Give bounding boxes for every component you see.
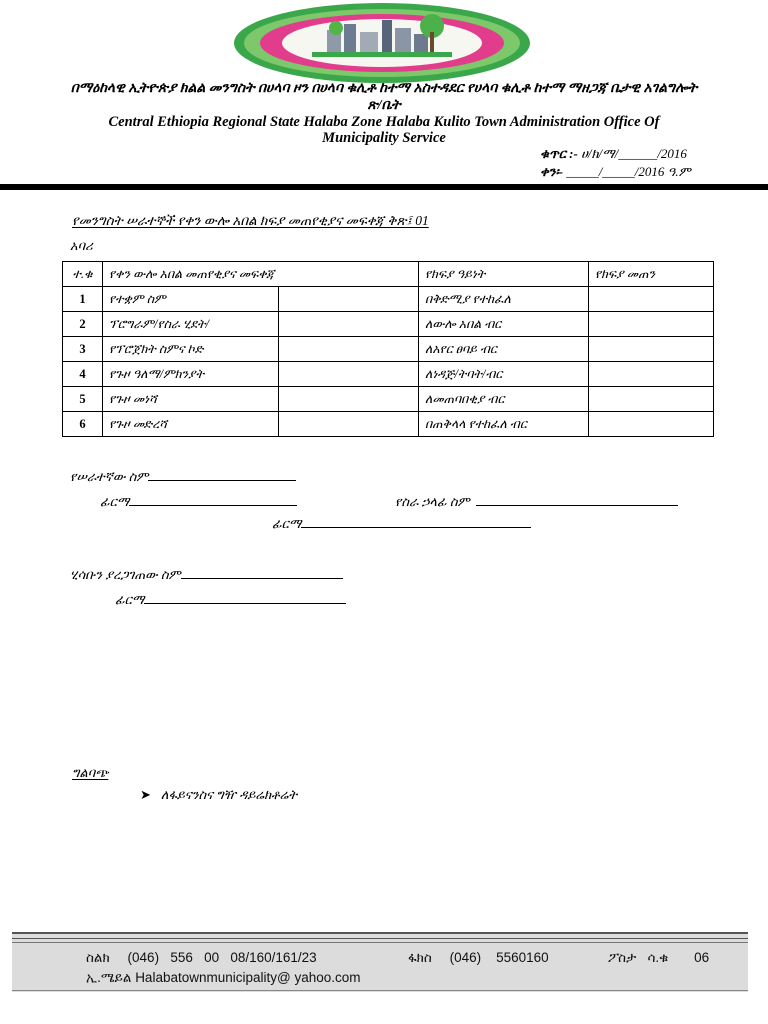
row-payment-type: ለውሎ አበል ብር (419, 312, 589, 337)
table-row (63, 312, 714, 337)
header-number: ተ.ቁ (63, 262, 103, 287)
row-payment-type: ለነዳጅ/ትባት/ብር (419, 362, 589, 387)
office-title-amharic-line2: ጽ/ቤት (367, 98, 401, 113)
row-amount-field[interactable] (589, 412, 714, 437)
fax-value: (046) 5560160 (449, 950, 549, 965)
fax-label: ፋክስ (408, 950, 432, 965)
row-amount-field[interactable] (589, 312, 714, 337)
office-title-english (60, 114, 708, 146)
row-value-field[interactable] (279, 412, 419, 437)
row-item: የፕሮጀክት ስምና ኮድ (103, 337, 279, 362)
supervisor-name-label: የስራ ኃላፊ ስም (395, 494, 470, 509)
verifier-name-label: ሂሳቡን ያረጋገጠው ስም (70, 567, 181, 582)
row-amount-field[interactable] (589, 387, 714, 412)
office-title-english-line2: Municipality Service (322, 130, 446, 146)
employee-name-row (70, 467, 296, 485)
email-value[interactable]: Halabatownmunicipality@ yahoo.com (135, 970, 361, 985)
employee-signature-row (100, 492, 297, 510)
row-value-field[interactable] (279, 287, 419, 312)
header-payment-amount: የክፍያ መጠን (589, 262, 714, 287)
row-payment-type: በቅድሚያ የተከፈለ (419, 287, 589, 312)
payment-request-table (62, 261, 714, 437)
row-number: 3 (63, 337, 103, 362)
row-number: 4 (63, 362, 103, 387)
supervisor-signature-line[interactable] (301, 514, 531, 528)
row-payment-type: ለአየር ፀባይ ብር (419, 337, 589, 362)
verifier-name-line[interactable] (181, 565, 343, 579)
supervisor-signature-label: ፊርማ (272, 516, 302, 531)
row-value-field[interactable] (279, 337, 419, 362)
row-item: የጉዞ ዓለማ/ምክንያት (103, 362, 279, 387)
section-label: አባሪ (70, 238, 93, 253)
footer-bottom-rule (12, 990, 748, 991)
employee-signature-label: ፊርማ (100, 494, 130, 509)
row-number: 5 (63, 387, 103, 412)
footer-fax (408, 950, 549, 966)
header-request: የቀን ውሎ አበል መጠየቂያና መፍቀጃ (103, 262, 419, 287)
arrow-bullet-icon: ➤ (140, 787, 151, 802)
footer-email (86, 970, 361, 986)
row-payment-type: በጠቅላላ የተከፈለ ብር (419, 412, 589, 437)
footer-pobox (608, 950, 709, 966)
date-value: _____/_____/2016 ዓ.ም (566, 164, 691, 179)
pobox-label: ፖስታ ሳ.ቁ (608, 950, 669, 965)
verifier-name-row (70, 565, 343, 583)
table-row (63, 287, 714, 312)
footer-rule (12, 932, 748, 934)
footer-phone (86, 950, 317, 966)
office-title-amharic-line1: በማዕከላዊ ኢትዮጵያ ክልል መንግስት በሀላባ ዞን በሀላባ ቁሊቶ ከተማ አስተዳደር የሀላባ ቁሊቶ ከተማ ማዘጋጃ ቤታዊ አገልግሎት (70, 81, 698, 96)
employee-signature-line[interactable] (129, 492, 297, 506)
office-title-english-line1: Central Ethiopia Regional State Halaba Zone Halaba Kulito Town Administration Office Of (108, 114, 660, 130)
header-payment-type: የክፍያ ዓይነት (419, 262, 589, 287)
verifier-signature-row (115, 590, 346, 608)
row-item: ፕሮግራም/የስራ ሂደት/ (103, 312, 279, 337)
footer-rule (12, 938, 748, 939)
supervisor-name-row (395, 492, 678, 510)
row-amount-field[interactable] (589, 362, 714, 387)
employee-name-label: የሠራተኛው ስም (70, 469, 149, 484)
employee-name-line[interactable] (148, 467, 296, 481)
phone-value: (046) 556 00 08/160/161/23 (127, 950, 317, 965)
row-payment-type: ለመጠባበቂያ ብር (419, 387, 589, 412)
table-header-row (63, 262, 714, 287)
row-number: 2 (63, 312, 103, 337)
table-row (63, 387, 714, 412)
row-number: 6 (63, 412, 103, 437)
row-value-field[interactable] (279, 362, 419, 387)
document-date (540, 164, 691, 180)
reference-label: ቁጥር :- (540, 146, 578, 161)
carbon-copy-item (140, 787, 297, 803)
row-amount-field[interactable] (589, 287, 714, 312)
phone-label: ስልክ (86, 950, 110, 965)
form-title: የመንግስት ሠራተኞች የቀን ውሎ አበል ክፍያ መጠየቂያና መፍቀጃ ቅጽ፤ 01 (72, 213, 429, 228)
date-label: ቀን፡- (540, 164, 563, 179)
table-row (63, 337, 714, 362)
row-value-field[interactable] (279, 387, 419, 412)
table-row (63, 412, 714, 437)
verifier-signature-label: ፊርማ (115, 592, 145, 607)
municipality-seal-logo-icon (232, 2, 532, 84)
supervisor-signature-row (272, 514, 531, 532)
verifier-signature-line[interactable] (144, 590, 346, 604)
carbon-copy-label: ግልባጭ (72, 765, 109, 780)
table-row (63, 362, 714, 387)
reference-number (540, 146, 687, 162)
row-item: የተቋም ስም (103, 287, 279, 312)
reference-value: ሀ/ክ/ማ/______/2016 (581, 146, 687, 161)
row-item: የጉዞ መነሻ (103, 387, 279, 412)
row-value-field[interactable] (279, 312, 419, 337)
supervisor-name-line[interactable] (476, 492, 678, 506)
row-item: የጉዞ መድረሻ (103, 412, 279, 437)
email-label: ኢ.ሜይል (86, 970, 132, 985)
header-divider (0, 184, 768, 190)
pobox-value: 06 (694, 950, 710, 965)
row-amount-field[interactable] (589, 337, 714, 362)
row-number: 1 (63, 287, 103, 312)
footer-rule (12, 942, 748, 943)
carbon-copy-text: ለፋይናንስና ግዥ ዳይሬክቶሬት (160, 787, 298, 802)
office-title-amharic (60, 80, 708, 114)
